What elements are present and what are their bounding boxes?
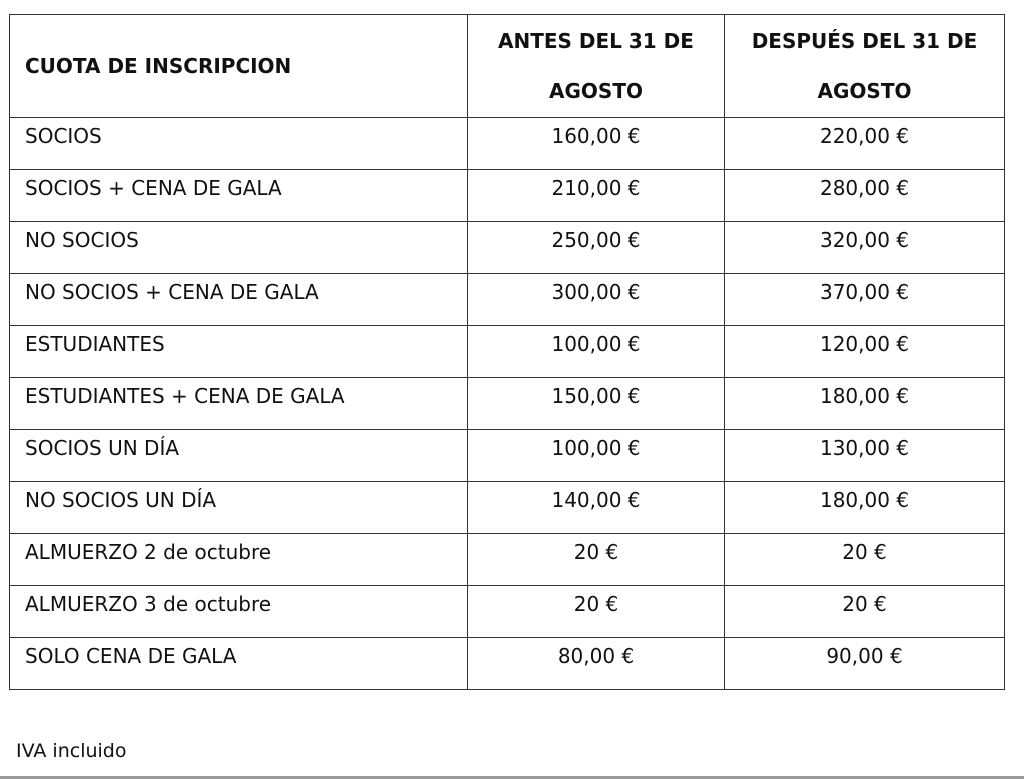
price-before-cell: 250,00 € bbox=[468, 222, 725, 274]
fee-label-cell: ALMUERZO 2 de octubre bbox=[10, 534, 468, 586]
price-after-cell: 130,00 € bbox=[725, 430, 1005, 482]
price-before-cell: 20 € bbox=[468, 534, 725, 586]
fee-label-cell: ESTUDIANTES bbox=[10, 326, 468, 378]
table-header-row bbox=[10, 15, 1005, 118]
table-row bbox=[10, 586, 1005, 638]
header-before: ANTES DEL 31 DE AGOSTO bbox=[468, 15, 725, 118]
price-after-cell: 20 € bbox=[725, 534, 1005, 586]
price-before-cell: 100,00 € bbox=[468, 430, 725, 482]
price-after-cell: 180,00 € bbox=[725, 378, 1005, 430]
price-before-cell: 210,00 € bbox=[468, 170, 725, 222]
fee-label-cell: ALMUERZO 3 de octubre bbox=[10, 586, 468, 638]
price-before-cell: 300,00 € bbox=[468, 274, 725, 326]
table-row bbox=[10, 274, 1005, 326]
price-before-cell: 20 € bbox=[468, 586, 725, 638]
price-before-cell: 140,00 € bbox=[468, 482, 725, 534]
price-before-cell: 150,00 € bbox=[468, 378, 725, 430]
price-after-cell: 220,00 € bbox=[725, 118, 1005, 170]
fee-label-cell: SOCIOS bbox=[10, 118, 468, 170]
registration-fee-table bbox=[9, 14, 1005, 690]
price-after-cell: 280,00 € bbox=[725, 170, 1005, 222]
price-after-cell: 120,00 € bbox=[725, 326, 1005, 378]
table-row bbox=[10, 430, 1005, 482]
fee-label-cell: ESTUDIANTES + CENA DE GALA bbox=[10, 378, 468, 430]
price-after-cell: 20 € bbox=[725, 586, 1005, 638]
table-row bbox=[10, 170, 1005, 222]
price-before-cell: 80,00 € bbox=[468, 638, 725, 690]
price-after-cell: 320,00 € bbox=[725, 222, 1005, 274]
header-after: DESPUÉS DEL 31 DE AGOSTO bbox=[725, 15, 1005, 118]
fee-label-cell: NO SOCIOS UN DÍA bbox=[10, 482, 468, 534]
price-after-cell: 370,00 € bbox=[725, 274, 1005, 326]
table-row bbox=[10, 378, 1005, 430]
table-row bbox=[10, 638, 1005, 690]
table-row bbox=[10, 534, 1005, 586]
header-fee: CUOTA DE INSCRIPCION bbox=[10, 15, 468, 118]
fee-label-cell: SOLO CENA DE GALA bbox=[10, 638, 468, 690]
price-after-cell: 180,00 € bbox=[725, 482, 1005, 534]
table-body bbox=[10, 118, 1005, 690]
price-after-cell: 90,00 € bbox=[725, 638, 1005, 690]
fee-label-cell: NO SOCIOS + CENA DE GALA bbox=[10, 274, 468, 326]
table-row bbox=[10, 222, 1005, 274]
fee-label-cell: SOCIOS UN DÍA bbox=[10, 430, 468, 482]
table-row bbox=[10, 118, 1005, 170]
fee-label-cell: NO SOCIOS bbox=[10, 222, 468, 274]
table-row bbox=[10, 482, 1005, 534]
price-before-cell: 160,00 € bbox=[468, 118, 725, 170]
fee-label-cell: SOCIOS + CENA DE GALA bbox=[10, 170, 468, 222]
price-before-cell: 100,00 € bbox=[468, 326, 725, 378]
tax-note: IVA incluido bbox=[16, 740, 127, 762]
table-row bbox=[10, 326, 1005, 378]
